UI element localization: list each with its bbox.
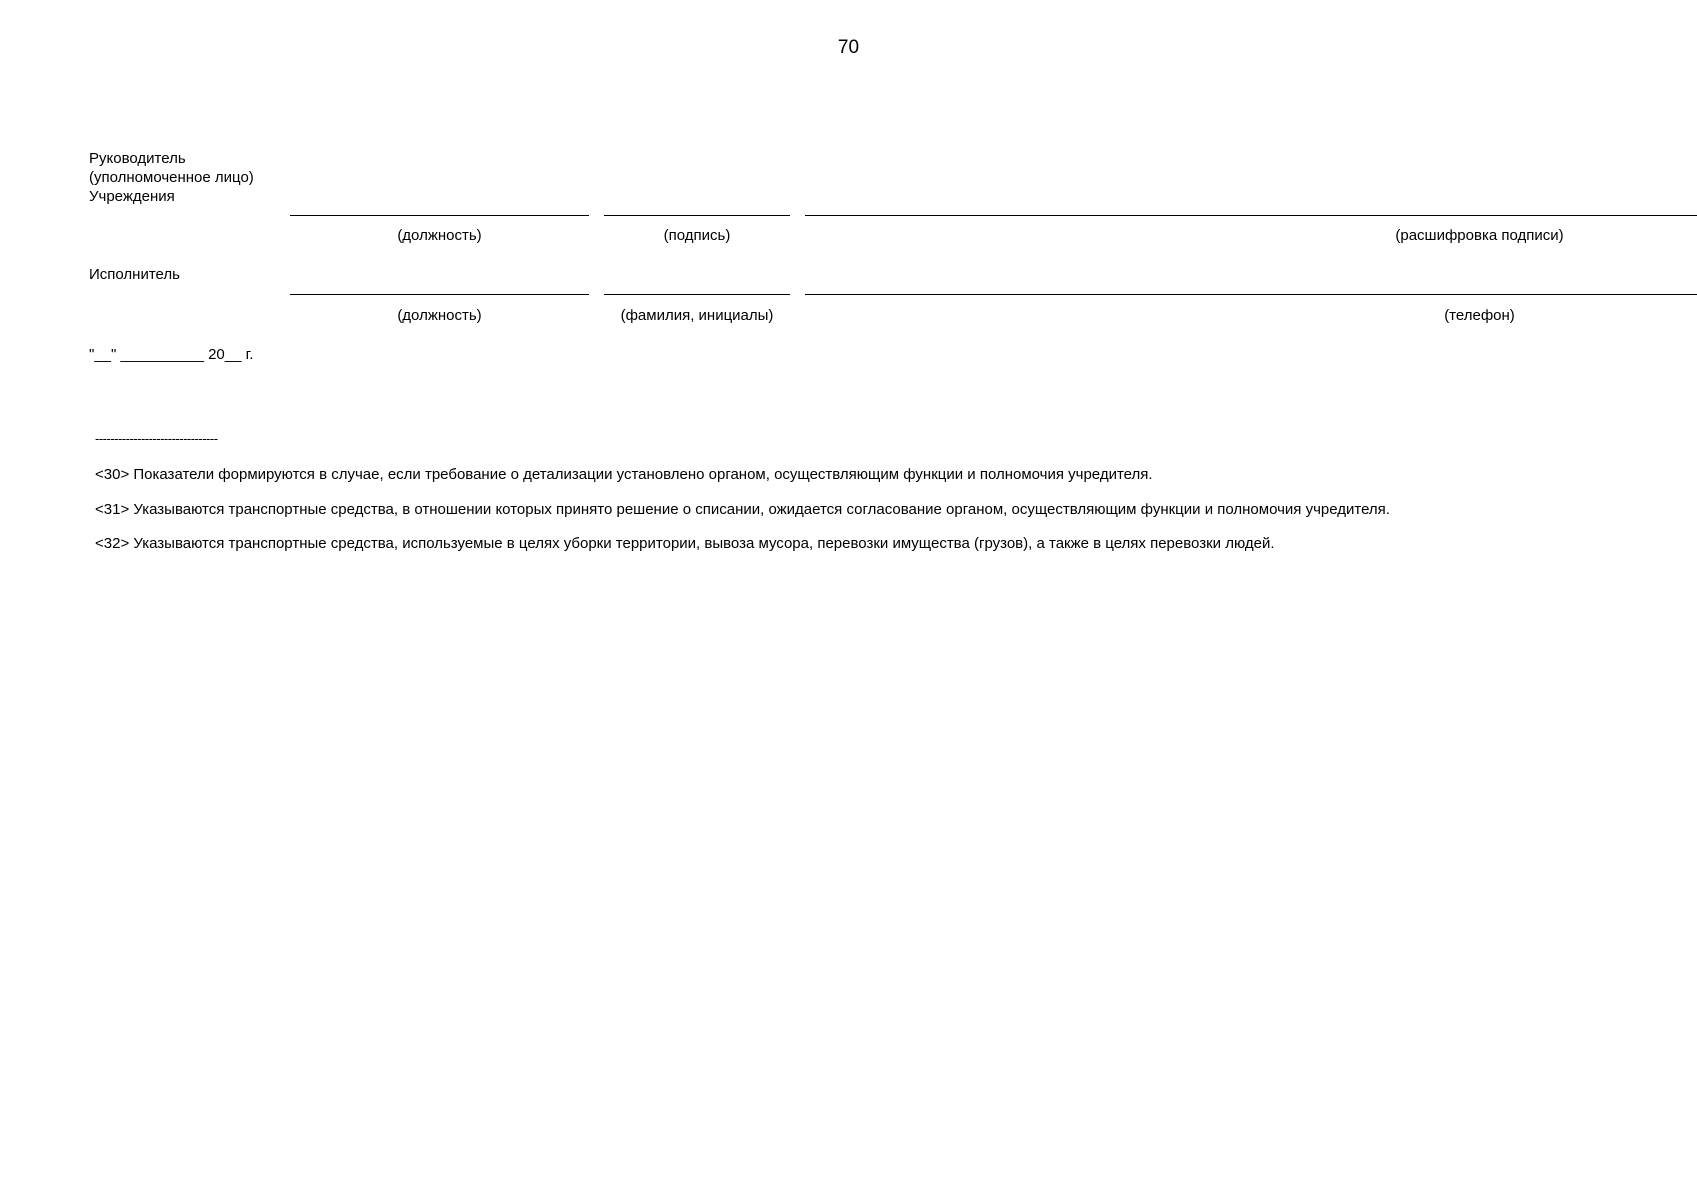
executor-phone-line bbox=[805, 294, 1697, 295]
executor-label: Исполнитель bbox=[89, 266, 180, 283]
footnote-31: <31> Указываются транспортные средства, в отношении которых принято решение о списании, ожидается согласование органом, осуществляющим функции и полномочия учредителя. bbox=[95, 501, 1390, 518]
date-line: "__" __________ 20__ г. bbox=[89, 346, 254, 363]
executor-position-line bbox=[290, 294, 589, 295]
head-label bbox=[89, 149, 254, 206]
executor-name-line bbox=[604, 294, 790, 295]
head-signature-line bbox=[604, 215, 790, 216]
head-label-line-1: Руководитель bbox=[89, 150, 186, 167]
head-name-caption: (расшифровка подписи) bbox=[1395, 227, 1564, 244]
head-name-line bbox=[805, 215, 1697, 216]
page-number: 70 bbox=[837, 37, 860, 58]
head-position-line bbox=[290, 215, 589, 216]
executor-position-caption: (должность) bbox=[397, 307, 482, 324]
footnote-separator: -------------------------------- bbox=[95, 431, 218, 446]
executor-phone-caption: (телефон) bbox=[1444, 307, 1515, 324]
footnote-30: <30> Показатели формируются в случае, если требование о детализации установлено органом, осуществляющим функции и полномочия учредителя. bbox=[95, 466, 1153, 483]
head-label-line-2: (уполномоченное лицо) bbox=[89, 169, 254, 186]
executor-name-caption: (фамилия, инициалы) bbox=[620, 307, 774, 324]
footnote-32: <32> Указываются транспортные средства, используемые в целях уборки территории, вывоза мусора, перевозки имущества (грузов), а также в целях перевозки людей. bbox=[95, 535, 1275, 552]
head-label-line-3: Учреждения bbox=[89, 188, 175, 205]
head-position-caption: (должность) bbox=[397, 227, 482, 244]
head-signature-caption: (подпись) bbox=[663, 227, 731, 244]
